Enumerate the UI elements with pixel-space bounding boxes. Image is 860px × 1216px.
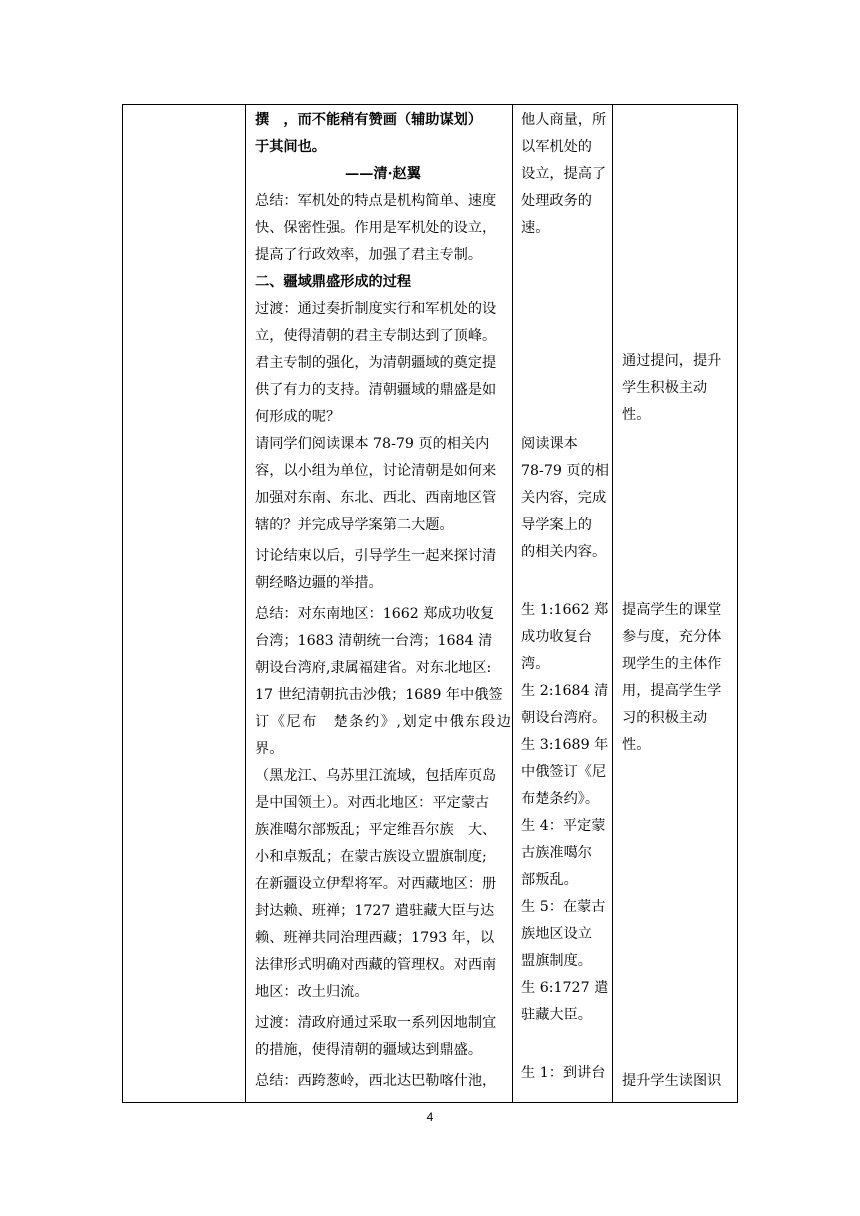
teacher-text-line: 容，以小组为单位，讨论清朝是如何来 bbox=[255, 463, 497, 479]
teacher-text-line: 族准噶尔部叛乱；平定维吾尔族 大、 bbox=[255, 822, 497, 838]
student-text-line: 阅读课本 bbox=[521, 436, 578, 452]
teacher-text-line: 封达赖、班禅；1727 遣驻藏大臣与达 bbox=[255, 903, 495, 919]
teacher-text-line: 讨论结束以后，引导学生一起来探讨清 bbox=[255, 548, 497, 564]
purpose-text-line: 用，提高学生学 bbox=[622, 683, 722, 699]
student-text-line: 的相关内容。 bbox=[521, 544, 607, 560]
student-text-line: 中俄签订《尼 bbox=[521, 764, 607, 780]
teacher-text-line: 过渡：清政府通过采取一系列因地制宜 bbox=[255, 1015, 497, 1031]
teacher-text-line: （黑龙江、乌苏里江流域，包括库页岛 bbox=[255, 768, 497, 784]
purpose-text-line: 性。 bbox=[622, 737, 651, 753]
student-text-line: 族地区设立 bbox=[521, 926, 592, 942]
student-text-line: 古族准噶尔 bbox=[521, 845, 592, 861]
teacher-text-line: 总结：对东南地区：1662 郑成功收复 bbox=[255, 606, 495, 622]
teacher-text-line: 君主专制的强化，为清朝疆域的奠定提 bbox=[255, 355, 497, 371]
table-divider-1 bbox=[245, 105, 246, 1102]
teacher-text-line: 二、疆域鼎盛形成的过程 bbox=[255, 274, 412, 290]
teacher-text-line: 快、保密性强。作用是军机处的设立， bbox=[255, 220, 497, 236]
teacher-text-line: 撰 ，而不能稍有赞画（辅助谋划） bbox=[255, 112, 483, 128]
teacher-text-line: 订《尼布 楚条约》,划定中俄东段边界。 bbox=[255, 714, 511, 757]
purpose-text-line: 学生积极主动 bbox=[622, 380, 708, 396]
teacher-text-line: 辖的？并完成导学案第二大题。 bbox=[255, 517, 454, 533]
student-text-line: 设立，提高了 bbox=[521, 166, 607, 182]
student-text-line: 部叛乱。 bbox=[521, 872, 578, 888]
teacher-text-line: 地区：改土归流。 bbox=[255, 984, 369, 1000]
teacher-text-line: 朝设台湾府,隶属福建省。对东北地区: bbox=[255, 660, 492, 676]
teacher-text-line: 的措施，使得清朝的疆域达到鼎盛。 bbox=[255, 1042, 483, 1058]
student-text-line: 成功收复台 bbox=[521, 629, 592, 645]
student-text-line: 生 1:1662 郑 bbox=[521, 602, 609, 618]
teacher-text-line: 何形成的呢？ bbox=[255, 409, 341, 425]
teacher-text-line: 台湾；1683 清朝统一台湾；1684 清 bbox=[255, 633, 493, 649]
purpose-block-2 bbox=[622, 597, 732, 759]
student-text-line bbox=[521, 566, 609, 593]
teacher-text-line: 法律形式明确对西藏的管理权。对西南 bbox=[255, 957, 497, 973]
lesson-plan-table bbox=[122, 104, 738, 1103]
student-text-line: 朝设台湾府。 bbox=[521, 710, 607, 726]
student-text-line: 关内容，完成 bbox=[521, 490, 607, 506]
student-text-line: 布楚条约》。 bbox=[521, 791, 600, 807]
purpose-text-line: 习的积极主动 bbox=[622, 710, 708, 726]
student-text-line: 驻藏大臣。 bbox=[521, 1007, 592, 1023]
student-text-line: 生 2:1684 清 bbox=[521, 683, 609, 699]
student-text-line: 78-79 页的相 bbox=[521, 463, 609, 479]
purpose-text-line: 现学生的主体作 bbox=[622, 656, 722, 672]
teacher-text-line: 小和卓叛乱；在蒙古族设立盟旗制度; bbox=[255, 849, 487, 865]
student-text-line: 导学案上的 bbox=[521, 517, 592, 533]
student-text-line: 以军机处的 bbox=[521, 139, 592, 155]
design-purpose-column bbox=[622, 105, 734, 1102]
purpose-block-1 bbox=[622, 348, 732, 429]
table-divider-3 bbox=[612, 105, 613, 1102]
page-number: 4 bbox=[426, 1110, 434, 1124]
teacher-text-line: 提高了行政效率，加强了君主专制。 bbox=[255, 247, 483, 263]
teacher-activity-column bbox=[255, 105, 511, 1102]
student-text-line: 生 3:1689 年 bbox=[521, 737, 609, 753]
student-text-line: 他人商量，所 bbox=[521, 112, 607, 128]
teacher-text-line: 供了有力的支持。清朝疆域的鼎盛是如 bbox=[255, 382, 497, 398]
teacher-text-line: 是中国领土）。对西北地区：平定蒙古 bbox=[255, 795, 490, 811]
purpose-text-line: 提升学生读图识 bbox=[622, 1073, 722, 1089]
teacher-text-line: 总结：军机处的特点是机构简单、速度 bbox=[255, 193, 497, 209]
table-divider-2 bbox=[512, 105, 513, 1102]
teacher-text-line: 赖、班禅共同治理西藏；1793 年，以 bbox=[255, 930, 495, 946]
teacher-text-line: 请同学们阅读课本 78-79 页的相关内 bbox=[255, 436, 490, 452]
student-text-line: 速。 bbox=[521, 220, 550, 236]
teacher-text-line: 在新疆设立伊犁将军。对西藏地区：册 bbox=[255, 876, 497, 892]
purpose-text-line: 通过提问，提升 bbox=[622, 353, 722, 369]
purpose-text-line: 提高学生的课堂 bbox=[622, 602, 722, 618]
teacher-text-line: 总结：西跨葱岭，西北达巴勒喀什池， bbox=[255, 1073, 497, 1089]
teacher-text-line: 于其间也。 bbox=[255, 139, 326, 155]
teacher-text-line: 立，使得清朝的君主专制达到了顶峰。 bbox=[255, 328, 497, 344]
student-activity-column bbox=[521, 105, 609, 1102]
student-text-line bbox=[521, 242, 609, 431]
teacher-text-line: 加强对东南、东北、西北、西南地区管 bbox=[255, 490, 497, 506]
student-text-line: 生 6:1727 遣 bbox=[521, 980, 609, 996]
teacher-text-line: 17 世纪清朝抗击沙俄；1689 年中俄签 bbox=[255, 687, 503, 703]
teacher-text-line: 朝经略边疆的举措。 bbox=[255, 575, 383, 591]
student-text-line: 湾。 bbox=[521, 656, 550, 672]
student-text-line bbox=[521, 1029, 609, 1056]
student-text-line: 生 1：到讲台 bbox=[521, 1065, 606, 1081]
purpose-text-line: 性。 bbox=[622, 407, 651, 423]
student-text-line: 盟旗制度。 bbox=[521, 953, 592, 969]
purpose-text-line: 参与度，充分体 bbox=[622, 629, 722, 645]
purpose-block-3 bbox=[622, 1068, 732, 1095]
student-text-line: 生 4：平定蒙 bbox=[521, 818, 606, 834]
teacher-text-line: 过渡：通过奏折制度实行和军机处的设 bbox=[255, 301, 497, 317]
teacher-text-line: ——清·赵翼 bbox=[345, 166, 421, 182]
student-text-line: 生 5：在蒙古 bbox=[521, 899, 606, 915]
student-text-line: 处理政务的 bbox=[521, 193, 592, 209]
